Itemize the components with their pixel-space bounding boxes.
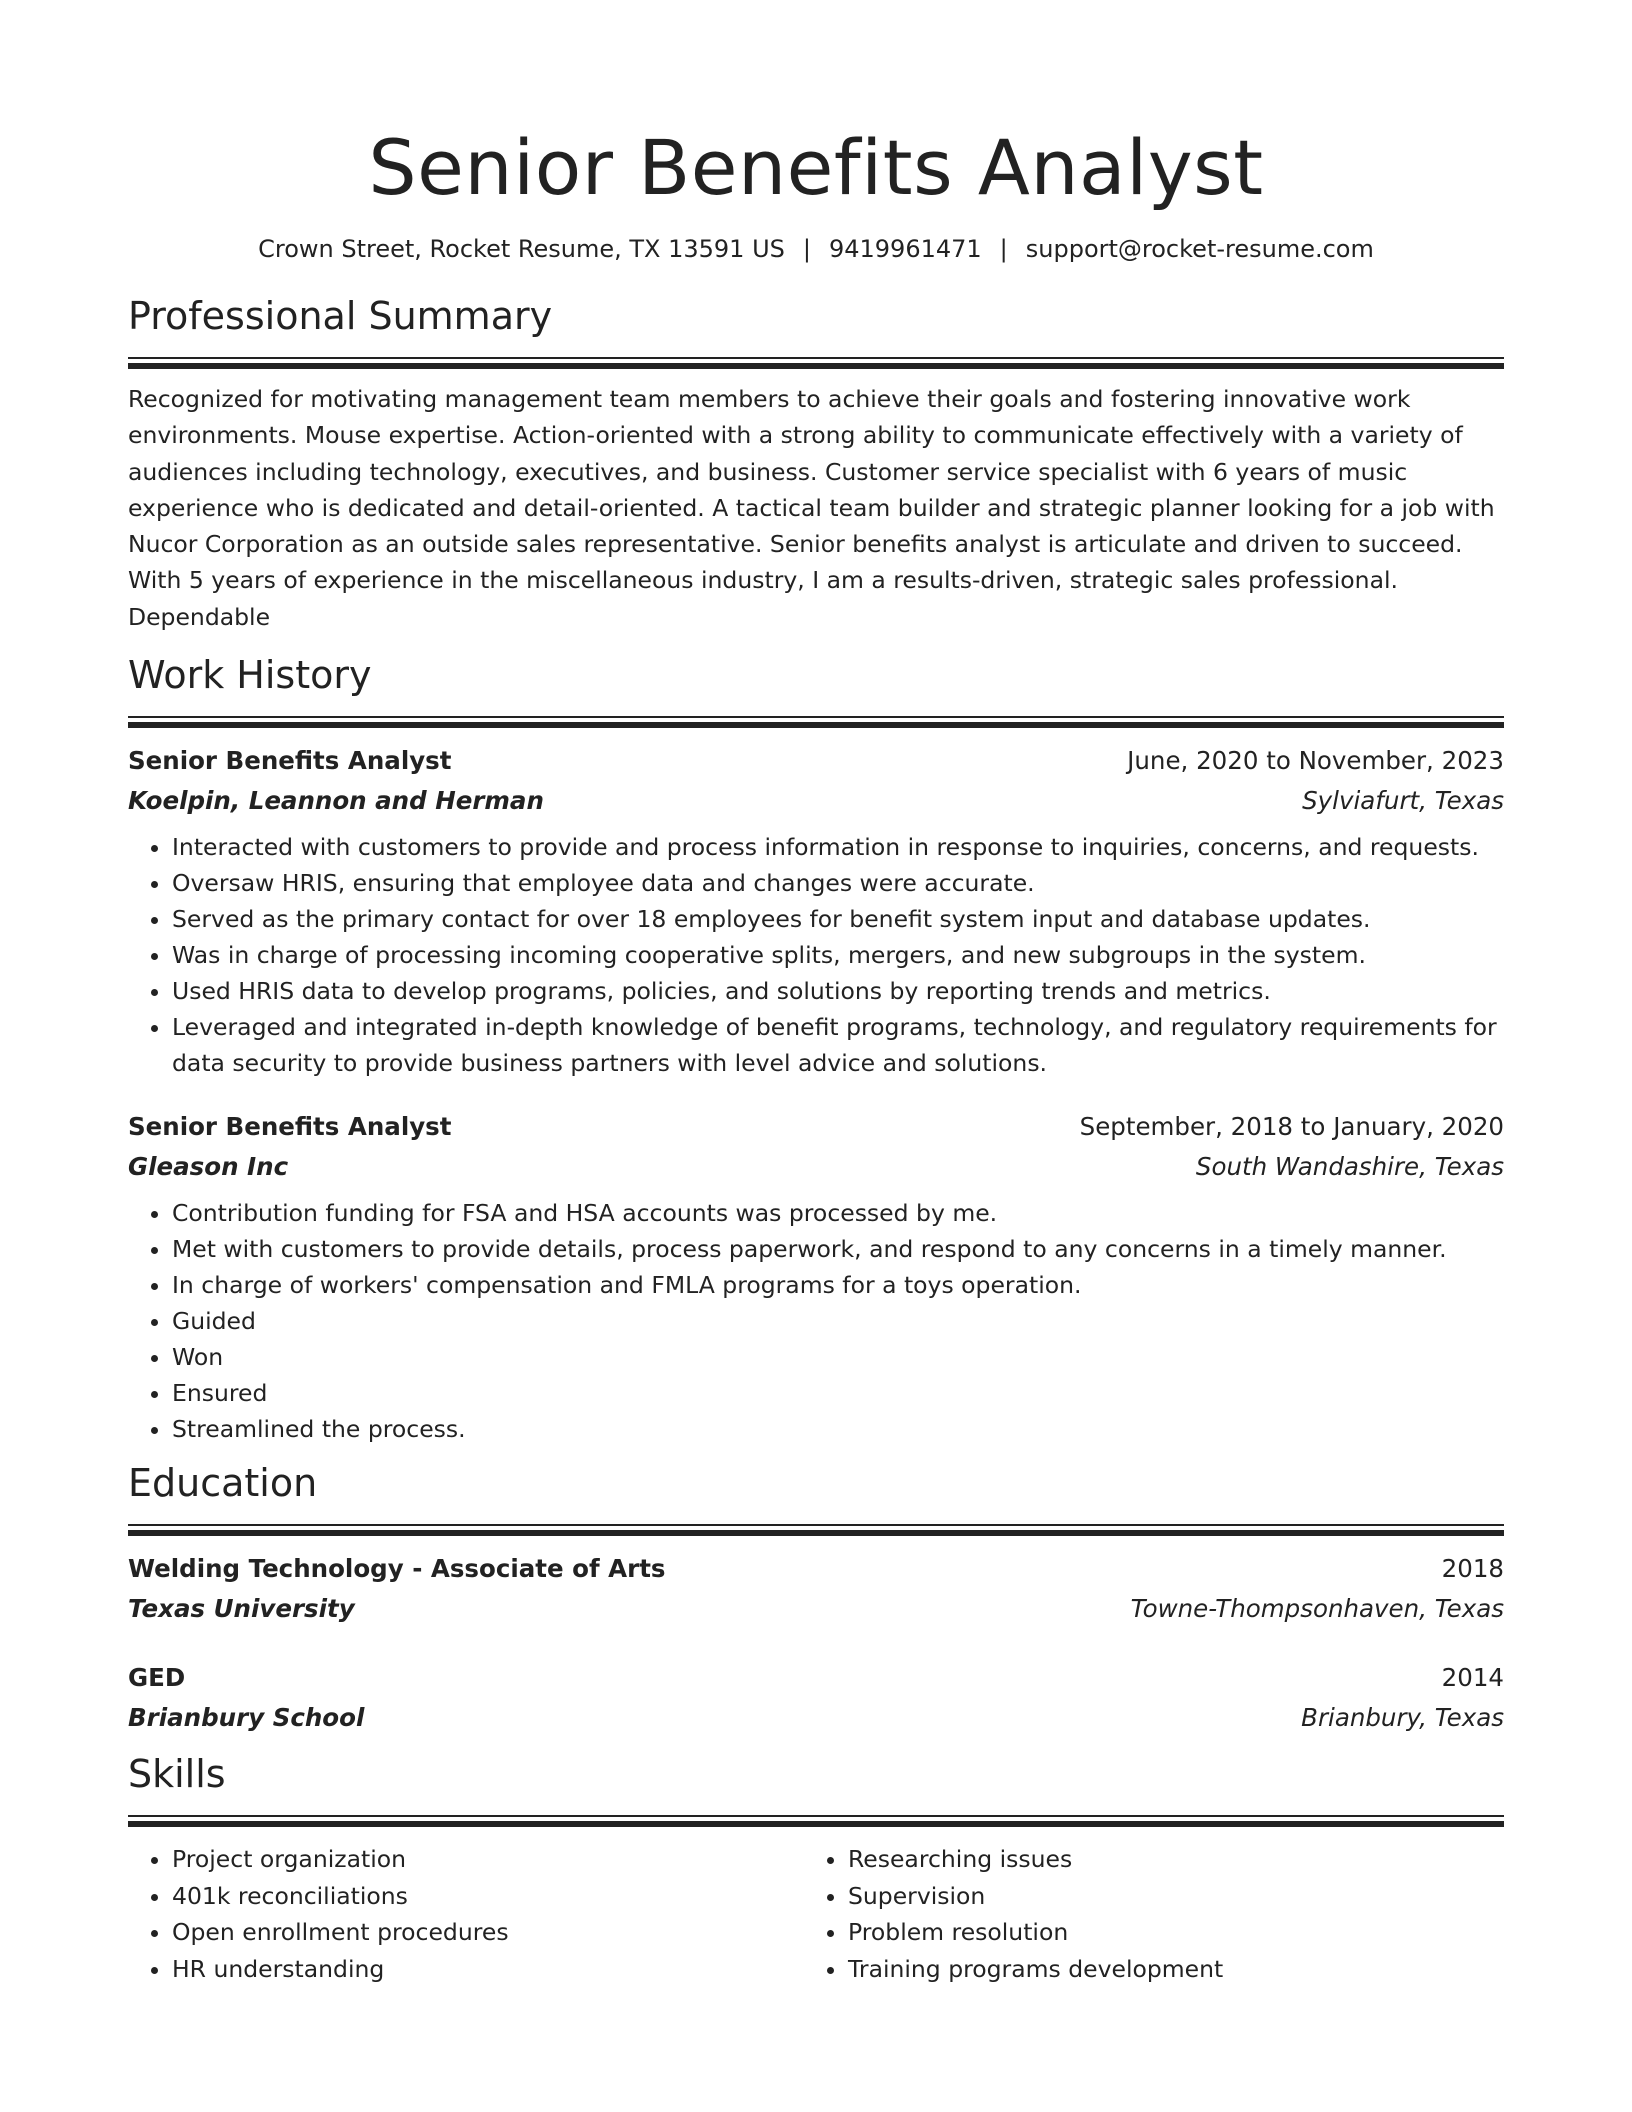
list-item: • Guided — [172, 1303, 1504, 1339]
contact-phone: 9419961471 — [828, 235, 982, 263]
job-dates: September, 2018 to January, 2020 — [1079, 1112, 1504, 1142]
education-degree: GED — [128, 1663, 186, 1693]
education-location: Towne-Thompsonhaven, Texas — [1130, 1594, 1504, 1624]
list-item: • Met with customers to provide details, process paperwork, and respond to any concerns in a timely manner. — [172, 1231, 1504, 1267]
list-item: • Researching issues — [848, 1841, 1480, 1878]
contact-address: Crown Street, Rocket Resume, TX 13591 US — [258, 235, 785, 263]
section-title-work: Work History — [128, 653, 372, 698]
section-divider — [128, 357, 1504, 369]
job-company-row — [128, 1147, 1504, 1187]
education-year: 2018 — [1441, 1554, 1504, 1584]
job-company-row — [128, 781, 1504, 821]
list-item: • In charge of workers' compensation and FMLA programs for a toys operation. — [172, 1267, 1504, 1303]
list-item: • Leveraged and integrated in-depth knowledge of benefit programs, technology, and regulatory requirements for data security to provide business partners with level advice and solutions. — [172, 1009, 1504, 1081]
job-entry — [128, 741, 1504, 1081]
skills-list-right — [804, 1841, 1480, 1987]
job-header-row — [128, 1107, 1504, 1147]
section-title-skills: Skills — [128, 1752, 226, 1797]
contact-separator: | — [802, 235, 811, 263]
job-location: South Wandashire, Texas — [1195, 1152, 1504, 1182]
summary-section — [128, 294, 1504, 635]
job-entry — [128, 1107, 1504, 1447]
list-item: • Ensured — [172, 1375, 1504, 1411]
work-section — [128, 653, 1504, 1447]
job-bullets — [128, 1195, 1504, 1447]
list-item: • Contribution funding for FSA and HSA accounts was processed by me. — [172, 1195, 1504, 1231]
education-school-row — [128, 1698, 1504, 1738]
section-title-education: Education — [128, 1461, 318, 1506]
summary-text: Recognized for motivating management team members to achieve their goals and fostering innovative work environments. Mouse expertise. Action-oriented with a strong ability to communicate effectively with a variety of audiences including technology, executives, and business. Customer service specialist with 6 years of music experience who is dedicated and detail-oriented. A tactical team builder and strategic planner looking for a job with Nucor Corporation as an outside sales representative. Senior benefits analyst is articulate and driven to succeed. With 5 years of experience in the miscellaneous industry, I am a results-driven, strategic sales professional. Dependable — [128, 385, 1495, 631]
list-item: • Streamlined the process. — [172, 1411, 1504, 1447]
education-degree: Welding Technology - Associate of Arts — [128, 1554, 666, 1584]
list-item: • Project organization — [172, 1841, 804, 1878]
education-school: Texas University — [128, 1594, 355, 1624]
contact-line — [128, 234, 1504, 264]
list-item: • 401k reconciliations — [172, 1878, 804, 1915]
job-location: Sylviafurt, Texas — [1302, 786, 1504, 816]
job-bullets — [128, 829, 1504, 1081]
job-dates: June, 2020 to November, 2023 — [1127, 746, 1504, 776]
list-item: • Served as the primary contact for over 18 employees for benefit system input and database updates. — [172, 901, 1504, 937]
list-item: • Won — [172, 1339, 1504, 1375]
list-item: • Used HRIS data to develop programs, policies, and solutions by reporting trends and metrics. — [172, 973, 1504, 1009]
education-school: Brianbury School — [128, 1703, 365, 1733]
job-header-row — [128, 741, 1504, 781]
skills-columns — [128, 1841, 1504, 1987]
section-divider — [128, 1815, 1504, 1827]
list-item: • Training programs development — [848, 1951, 1480, 1988]
job-role: Senior Benefits Analyst — [128, 746, 452, 776]
skills-list-left — [128, 1841, 804, 1987]
education-entry — [128, 1658, 1504, 1738]
list-item: • Supervision — [848, 1878, 1480, 1915]
section-divider — [128, 1524, 1504, 1536]
contact-email: support@rocket-resume.com — [1025, 235, 1374, 263]
list-item: • Problem resolution — [848, 1914, 1480, 1951]
section-title-summary: Professional Summary — [128, 294, 553, 338]
education-location: Brianbury, Texas — [1301, 1703, 1504, 1733]
education-entry — [128, 1549, 1504, 1629]
education-year: 2014 — [1441, 1663, 1504, 1693]
education-header-row — [128, 1549, 1504, 1589]
list-item: • Oversaw HRIS, ensuring that employee data and changes were accurate. — [172, 865, 1504, 901]
job-company: Gleason Inc — [128, 1152, 289, 1182]
list-item: • Was in charge of processing incoming cooperative splits, mergers, and new subgroups in the system. — [172, 937, 1504, 973]
list-item: • Open enrollment procedures — [172, 1914, 804, 1951]
section-divider — [128, 716, 1504, 728]
education-section — [128, 1461, 1504, 1738]
job-role: Senior Benefits Analyst — [128, 1112, 452, 1142]
job-company: Koelpin, Leannon and Herman — [128, 786, 544, 816]
contact-separator: | — [999, 235, 1008, 263]
skills-section — [128, 1752, 1504, 1987]
list-item: • Interacted with customers to provide and process information in response to inquiries, concerns, and requests. — [172, 829, 1504, 865]
education-school-row — [128, 1589, 1504, 1629]
list-item: • HR understanding — [172, 1951, 804, 1988]
resume-name: Senior Benefits Analyst — [368, 123, 1264, 212]
education-header-row — [128, 1658, 1504, 1698]
